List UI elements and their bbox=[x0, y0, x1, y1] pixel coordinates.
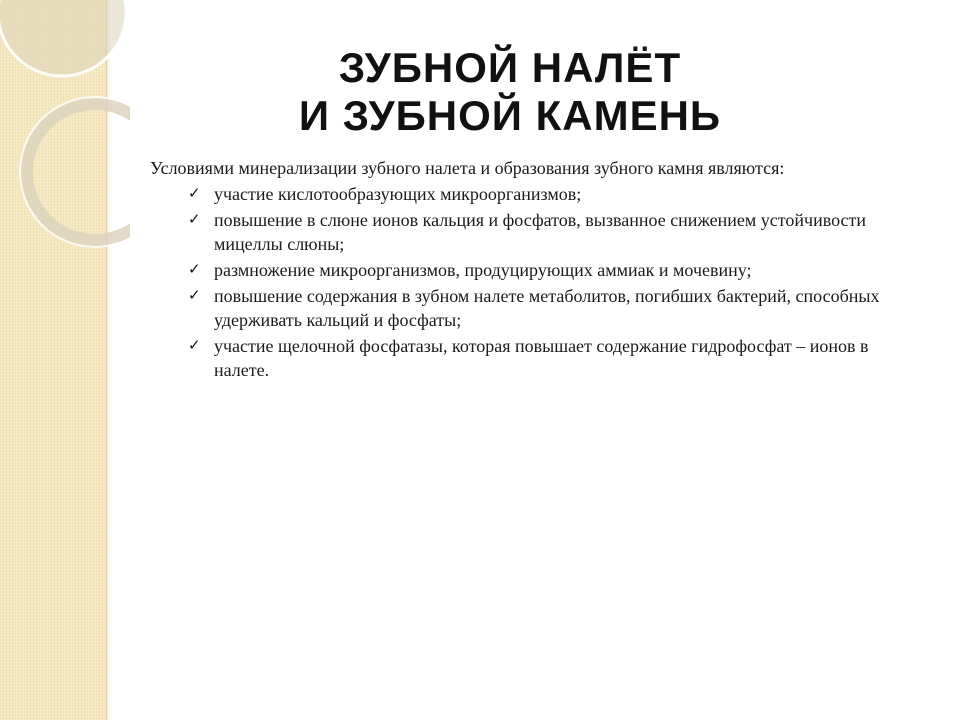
list-item bbox=[188, 334, 904, 382]
list-item bbox=[188, 258, 904, 282]
list-item-text: размножение микроорганизмов, продуцирующих аммиак и мочевину; bbox=[214, 260, 752, 280]
list-item-text: участие щелочной фосфатазы, которая повышает содержание гидрофосфат – ионов в налете. bbox=[214, 336, 869, 380]
decorative-circles-icon bbox=[0, 0, 130, 260]
list-item bbox=[188, 284, 904, 332]
checkmark-icon: ✓ bbox=[188, 210, 201, 228]
slide-title bbox=[200, 44, 820, 140]
title-line-1: ЗУБНОЙ НАЛЁТ bbox=[338, 44, 682, 91]
list-item-text: повышение в слюне ионов кальция и фосфатов, вызванное снижением устойчивости мицеллы слюны; bbox=[214, 210, 867, 254]
conditions-list bbox=[150, 182, 930, 382]
title-line-2: И ЗУБНОЙ КАМЕНЬ bbox=[298, 92, 722, 139]
checkmark-icon: ✓ bbox=[188, 336, 201, 354]
list-item bbox=[188, 182, 904, 206]
checkmark-icon: ✓ bbox=[188, 286, 201, 304]
slide-body bbox=[150, 156, 930, 384]
checkmark-icon: ✓ bbox=[188, 184, 201, 202]
list-item-text: повышение содержания в зубном налете метаболитов, погибших бактерий, способных удерживать кальций и фосфаты; bbox=[214, 286, 880, 330]
checkmark-icon: ✓ bbox=[188, 260, 201, 278]
intro-text: Условиями минерализации зубного налета и образования зубного камня являются: bbox=[150, 158, 785, 178]
list-item-text: участие кислотообразующих микроорганизмов; bbox=[214, 184, 582, 204]
list-item bbox=[188, 208, 904, 256]
